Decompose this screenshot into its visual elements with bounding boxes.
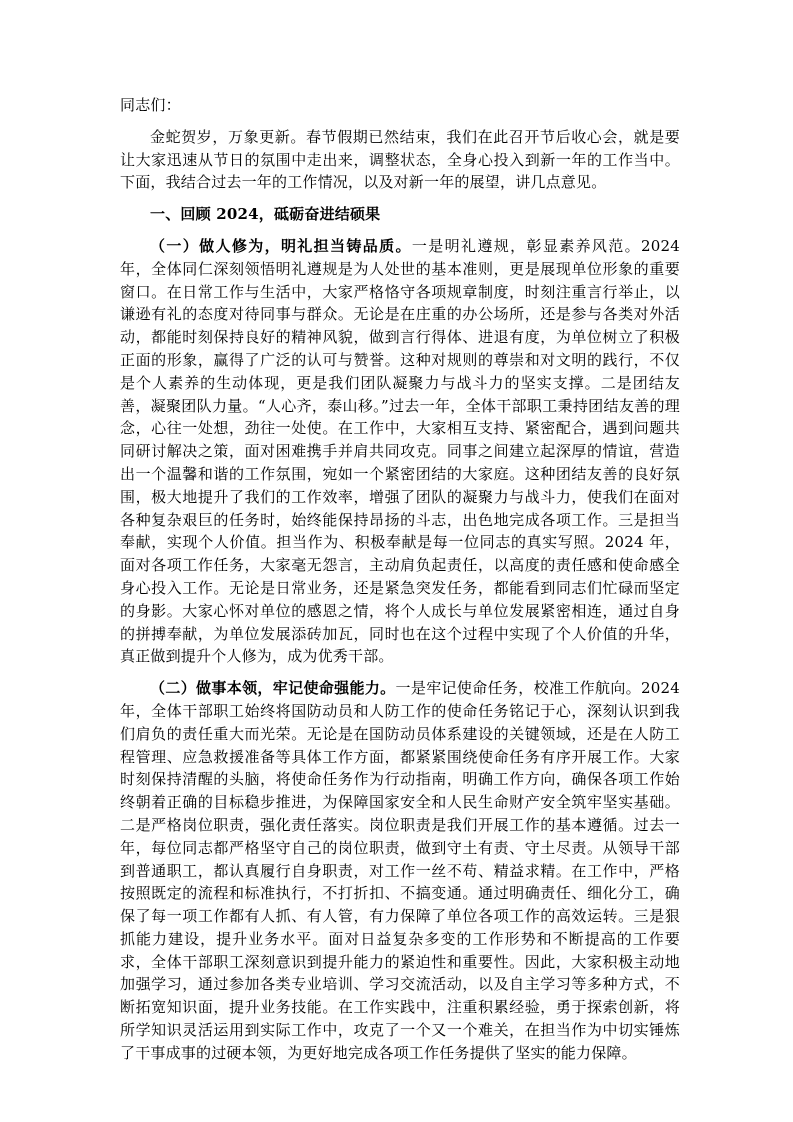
document-body bbox=[120, 94, 680, 1065]
section-heading: 一、回顾 2024，砥砺奋进结硕果 bbox=[150, 205, 381, 224]
subsection-title-2: （二）做事本领，牢记使命强能力。 bbox=[150, 679, 396, 698]
subsection-body-1: 一是明礼遵规，彰显素养风范。2024 年，全体同仁深刻领悟明礼遵规是为人处世的基本准则，更是展现单位形象的重要窗口。在日常工作与生活中，大家严格恪守各项规章制度，时刻注重言行举止，以谦逊有礼的态度对待同事与群众。无论是在庄重的办公场所，还是参与各类对外活动，都能时刻保持良好的精神风貌，做到言行得体、进退有度，为单位树立了积极正面的形象，赢得了广泛的认可与赞誉。这种对规则的尊崇和对文明的践行，不仅是个人素养的生动体现，更是我们团队凝聚力与战斗力的坚实支撑。二是团结友善，凝聚团队力量。“人心齐，泰山移。”过去一年，全体干部职工秉持团结友善的理念，心往一处想，劲往一处使。在工作中，大家相互支持、紧密配合，遇到问题共同研讨解决之策，面对困难携手并肩共同攻克。同事之间建立起深厚的情谊，营造出一个温馨和谐的工作氛围，宛如一个紧密团结的大家庭。这种团结友善的良好氛围，极大地提升了我们的工作效率，增强了团队的凝聚力与战斗力，使我们在面对各种复杂艰巨的任务时，始终能保持昂扬的斗志，出色地完成各项工作。三是担当奉献，实现个人价值。担当作为、积极奉献是每一位同志的真实写照。2024 年，面对各项工作任务，大家毫无怨言，主动肩负起责任，以高度的责任感和使命感全身心投入工作。无论是日常业务，还是紧急突发任务，都能看到同志们忙碌而坚定的身影。大家心怀对单位的感恩之情，将个人成长与单位发展紧密相连，通过自身的拼搏奉献，为单位发展添砖加瓦，同时也在这个过程中实现了个人价值的升华，真正做到提升个人修为，成为优秀干部。 bbox=[120, 236, 681, 666]
subsection-paragraph-1 bbox=[120, 235, 680, 668]
subsection-paragraph-2 bbox=[120, 677, 680, 1065]
salutation: 同志们： bbox=[120, 96, 181, 114]
intro-paragraph: 金蛇贺岁，万象更新。春节假期已然结束，我们在此召开节后收心会，就是要让大家迅速从节日的氛围中走出来，调整状态，全身心投入到新一年的工作当中。下面，我结合过去一年的工作情况，以及对新一年的展望，讲几点意见。 bbox=[120, 127, 680, 192]
subsection-body-2: 一是牢记使命任务，校准工作航向。2024 年，全体干部职工始终将国防动员和人防工作的使命任务铭记于心，深刻认识到我们肩负的责任重大而光荣。无论是在国防动员体系建设的关键领域，还是在人防工程管理、应急救援准备等具体工作方面，都紧紧围绕使命任务有序开展工作。大家时刻保持清醒的头脑，将使命任务作为行动指南，明确工作方向，确保各项工作始终朝着正确的目标稳步推进，为保障国家安全和人民生命财产安全筑牢坚实基础。二是严格岗位职责，强化责任落实。岗位职责是我们开展工作的基本遵循。过去一年，每位同志都严格坚守自己的岗位职责，做到守土有责、守土尽责。从领导干部到普通职工，都认真履行自身职责，对工作一丝不苟、精益求精。在工作中，严格按照既定的流程和标准执行，不打折扣、不搞变通。通过明确责任、细化分工，确保了每一项工作都有人抓、有人管，有力保障了单位各项工作的高效运转。三是狠抓能力建设，提升业务水平。面对日益复杂多变的工作形势和不断提高的工作要求，全体干部职工深刻意识到提升能力的紧迫性和重要性。因此，大家积极主动地加强学习，通过参加各类专业培训、学习交流活动，以及自主学习等多种方式，不断拓宽知识面，提升业务技能。在工作实践中，注重积累经验，勇于探索创新，将所学知识灵活运用到实际工作中，攻克了一个又一个难关，在担当作为中切实锤炼了干事成事的过硬本领，为更好地完成各项工作任务提供了坚实的能力保障。 bbox=[120, 679, 680, 1062]
subsection-title-1: （一）做人修为，明礼担当铸品质。 bbox=[150, 236, 412, 255]
